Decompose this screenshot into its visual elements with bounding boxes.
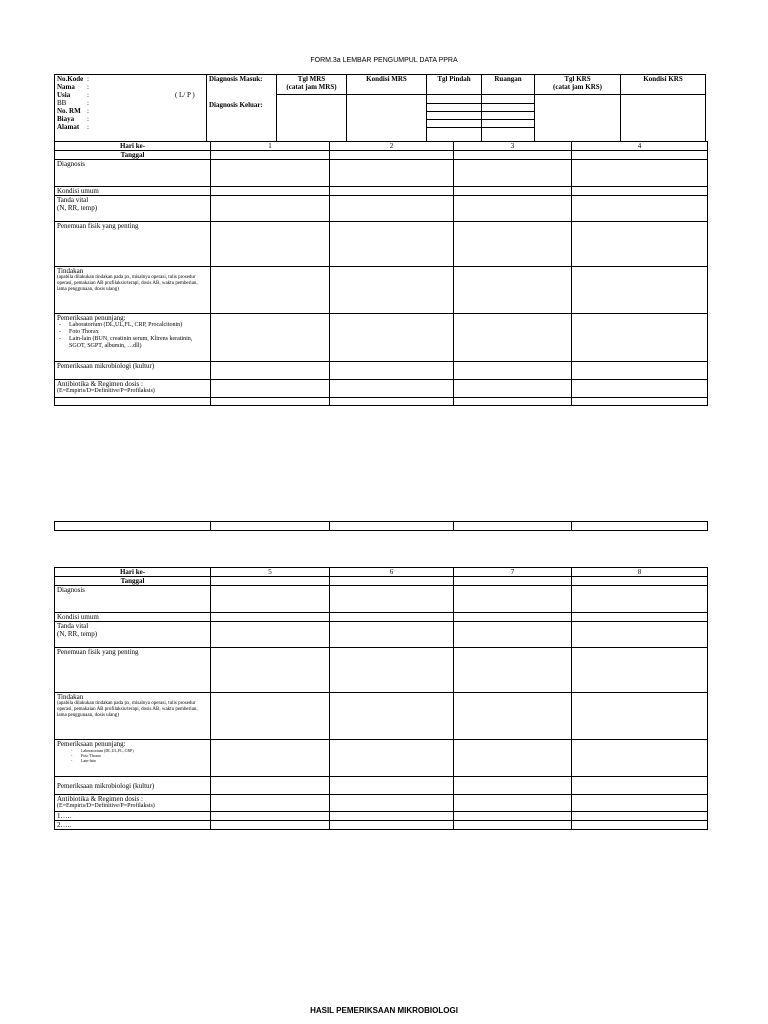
- gender-option: ( L/ P ): [174, 91, 195, 99]
- hari-label: Hari ke-: [55, 568, 211, 577]
- day-number: 4: [572, 142, 708, 151]
- kondisi-row-label: Kondisi umum: [55, 187, 211, 196]
- mikrobiologi-row-label: Pemeriksaan mikrobiologi (kultur): [55, 777, 211, 795]
- kondisi-row-label: Kondisi umum: [55, 613, 211, 622]
- tindakan-row-label: Tindakan (apabila dilakukan tindakan pada px, misalnya operasi, tulis prosedur operasi, pemakaian AB profilaksis/terapi, dosis AB, waktu pemberian, lama penggunaan, dosis ulang): [55, 267, 211, 314]
- diagnosis-masuk-label: Diagnosis Masuk:: [209, 75, 263, 83]
- diagnosis-row-label: Diagnosis: [55, 586, 211, 613]
- daily-table-1: [54, 141, 708, 406]
- tindakan-row-label: Tindakan (apabila dilakukan tindakan pada px, misalnya operasi, tulis prosedur operasi, pemakaian AB profilaksis/terapi, dosis AB, waktu pemberian, lama penggunaan, dosis ulang): [55, 693, 211, 740]
- field-label: Usia: [57, 91, 71, 99]
- day-number: 5: [211, 568, 330, 577]
- field-label: Alamat: [57, 123, 80, 131]
- antibiotic-row-2: 2…..: [55, 821, 211, 830]
- kondisi-krs-header: Kondisi KRS: [621, 75, 706, 95]
- list-item: - Foto Thorax: [69, 329, 208, 336]
- penemuan-row-label: Penemuan fisik yang penting: [55, 222, 211, 267]
- tgl-mrs-header: Tgl MRS (catat jam MRS): [277, 75, 347, 95]
- antibiotic-row-1: 1…..: [55, 812, 211, 821]
- ruangan-value: [482, 95, 535, 104]
- tanggal-label: Tanggal: [55, 151, 211, 160]
- diagnosis-cell: [207, 75, 277, 142]
- penunjang-row-label: Pemeriksaan penunjang: - Laboratorium (DL,UL,FL, CRP, Procalcitonin) - Foto Thorax - Lain-lain (BUN, creatinin serum, Klirens keratinin, SGOT, SGPT, albumin, …dll): [55, 314, 211, 362]
- day-number: 1: [211, 142, 330, 151]
- field-label: Biaya: [57, 115, 75, 123]
- mikrobiologi-row-label: Pemeriksaan mikrobiologi (kultur): [55, 362, 211, 380]
- tgl-pindah-header: Tgl Pindah: [427, 75, 482, 95]
- microbiology-section-title: HASIL PEMERIKSAAN MIKROBIOLOGI: [310, 1006, 458, 1015]
- list-item: - Foto Thorax: [81, 753, 208, 758]
- form-title: FORM.3a LEMBAR PENGUMPUL DATA PPRA: [310, 57, 458, 64]
- tgl-krs-value: [535, 95, 621, 142]
- field-label: BB: [57, 99, 67, 107]
- list-item: - Laboratorium (DL,UL,FL, CRP, Procalcitonin): [69, 322, 208, 329]
- list-item: - Lain-lain (BUN, creatinin serum, Klirens keratinin, SGOT, SGPT, albumin, …dll): [69, 336, 208, 350]
- daily-table-2: [54, 567, 708, 830]
- tgl-pindah-value: [427, 95, 482, 104]
- antibiotika-row-label: Antibiotika & Regimen dosis : (E=Empiris/D=Definitive/P=Profilaksis): [55, 380, 211, 398]
- day-number: 2: [330, 142, 454, 151]
- day-number: 6: [330, 568, 454, 577]
- field-label: No.Kode: [57, 75, 84, 83]
- penemuan-row-label: Penemuan fisik yang penting: [55, 648, 211, 693]
- antibiotika-row-label: Antibiotika & Regimen dosis : (E=Empiris/D=Definitive/P=Profilaksis): [55, 795, 211, 812]
- tanda-vital-row-label: Tanda vital (N, RR, temp): [55, 622, 211, 648]
- penunjang-row-label: Pemeriksaan penunjang: - Laboratorium (DL,UL,FL, CRP) - Foto Thorax - Lain-lain: [55, 740, 211, 777]
- kondisi-mrs-value: [347, 95, 427, 142]
- tgl-mrs-value: [277, 95, 347, 142]
- ruangan-header: Ruangan: [482, 75, 535, 95]
- list-item: - Laboratorium (DL,UL,FL, CRP): [81, 748, 208, 753]
- patient-info-cell: No.Kode : Nama : Usia : ( L/ P ) BB : No. RM : Biaya : Alamat :: [55, 75, 207, 142]
- day-number: 7: [454, 568, 572, 577]
- separator-table: [54, 521, 708, 531]
- diagnosis-keluar-label: Diagnosis Keluar:: [209, 101, 263, 109]
- tanggal-label: Tanggal: [55, 577, 211, 586]
- patient-header-table: [54, 74, 706, 142]
- field-label: No. RM: [57, 107, 81, 115]
- field-label: Nama: [57, 83, 75, 91]
- tgl-krs-header: Tgl KRS (catat jam KRS): [535, 75, 621, 95]
- day-number: 8: [572, 568, 708, 577]
- list-item: - Lain-lain: [81, 758, 208, 763]
- hari-label: Hari ke-: [55, 142, 211, 151]
- tanda-vital-row-label: Tanda vital (N, RR, temp): [55, 196, 211, 222]
- kondisi-mrs-header: Kondisi MRS: [347, 75, 427, 95]
- day-number: 3: [454, 142, 572, 151]
- kondisi-krs-value: [621, 95, 706, 142]
- diagnosis-row-label: Diagnosis: [55, 160, 211, 187]
